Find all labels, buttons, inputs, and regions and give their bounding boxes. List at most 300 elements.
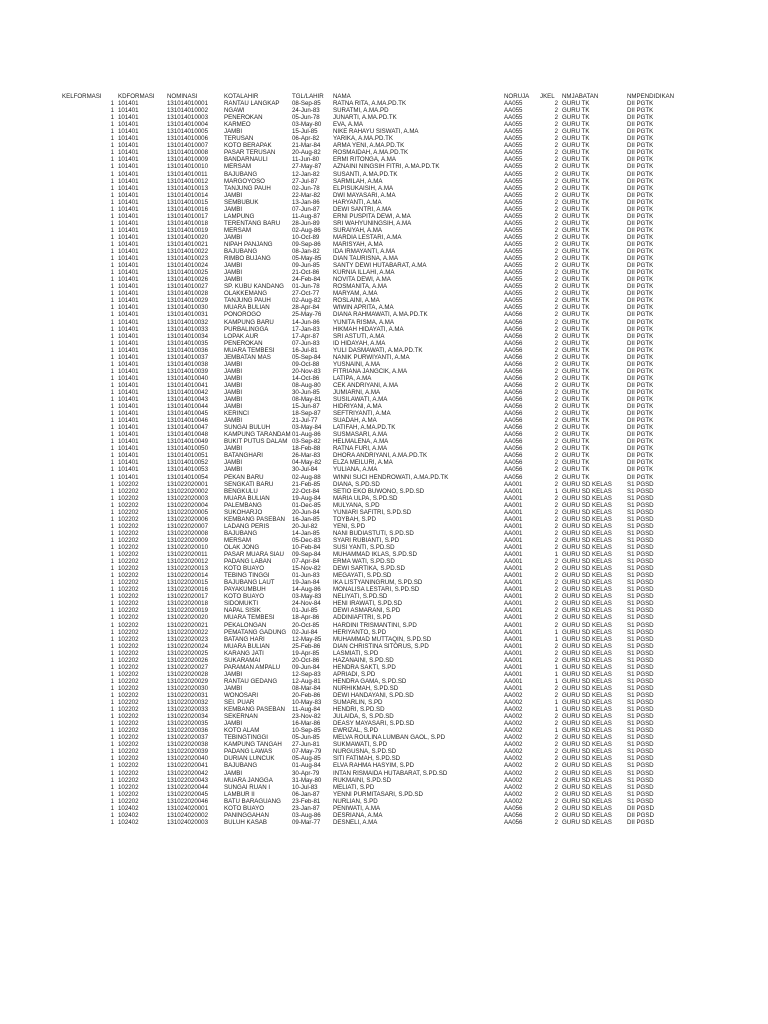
cell-nmjabatan: GURU SD KELAS (562, 790, 612, 798)
cell-noruja: AA055 (504, 304, 523, 312)
cell-nominasi: 131014010036 (167, 346, 208, 354)
cell-kotalahir: OLAK JONG (224, 544, 260, 551)
cell-nominasi: 131014010042 (167, 388, 208, 396)
cell-jkel: 2 (554, 212, 558, 220)
cell-nmjabatan: GURU TK (562, 240, 590, 248)
table-row (62, 762, 662, 769)
cell-nmpendidikan: S1 PGSD (627, 558, 654, 566)
cell-kelformasi: 1 (110, 255, 114, 263)
cell-kelformasi: 1 (110, 790, 114, 798)
cell-nama: RUKMAINI, S.PD.SD (333, 776, 392, 784)
cell-jkel: 2 (554, 297, 558, 305)
cell-kotalahir: BATANGHARI (224, 452, 264, 460)
cell-tgl-lahir: 12-Aug-81 (292, 677, 321, 685)
cell-kotalahir: BANDARNAULI (224, 156, 268, 164)
table-row (62, 629, 662, 636)
cell-nmpendidikan: DII PGTK (627, 156, 654, 164)
cell-kdformasi: 101401 (118, 360, 139, 368)
cell-kdformasi: 101401 (118, 276, 139, 284)
cell-nominasi: 131014010009 (167, 156, 208, 164)
cell-kotalahir: JAMBI (224, 269, 243, 277)
cell-kotalahir: MERSAM (224, 163, 251, 171)
cell-nama: CEK ANDRIYANI, A.MA (333, 381, 399, 389)
cell-jkel: 2 (554, 607, 558, 615)
table-row (62, 382, 662, 389)
cell-noruja: AA055 (504, 283, 523, 291)
cell-noruja: AA055 (504, 100, 523, 108)
cell-kelformasi: 1 (110, 748, 114, 756)
cell-kelformasi: 1 (110, 445, 114, 453)
cell-kelformasi: 1 (110, 628, 114, 636)
cell-jkel: 2 (554, 522, 558, 530)
cell-noruja: AA056 (504, 388, 523, 396)
cell-jkel: 2 (554, 177, 558, 185)
cell-nmjabatan: GURU SD KELAS (562, 783, 612, 791)
cell-kotalahir: KEMBANG PASEBAN (224, 706, 285, 714)
cell-kdformasi: 101401 (118, 226, 139, 234)
cell-nama: NURHIKMAH, S.PD.SD (333, 684, 399, 692)
cell-nmjabatan: GURU TK (562, 290, 590, 298)
cell-kdformasi: 102202 (118, 748, 139, 756)
cell-tgl-lahir: 25-May-76 (292, 311, 322, 319)
cell-nmpendidikan: S1 PGSD (627, 642, 654, 650)
table-row (62, 692, 662, 699)
table-row (62, 812, 662, 819)
cell-tgl-lahir: 02-Aug-86 (292, 226, 321, 234)
cell-nmjabatan: GURU TK (562, 445, 590, 453)
cell-kdformasi: 102202 (118, 762, 139, 770)
cell-kelformasi: 1 (110, 304, 114, 312)
cell-nmjabatan: GURU SD KELAS (562, 748, 612, 756)
cell-nmpendidikan: DII PGTK (627, 128, 654, 136)
cell-jkel: 2 (554, 515, 558, 523)
cell-kdformasi: 101401 (118, 466, 139, 474)
cell-kelformasi: 1 (110, 135, 114, 143)
cell-jkel: 2 (554, 240, 558, 248)
cell-kelformasi: 1 (110, 734, 114, 742)
cell-nama: APRIADI, S.PD (333, 670, 376, 678)
cell-nmjabatan: GURU TK (562, 410, 590, 418)
table-row (62, 389, 662, 396)
cell-kotalahir: PAYAKUMBUH (224, 586, 266, 594)
cell-jkel: 2 (554, 184, 558, 192)
cell-nmpendidikan: S1 PGSD (627, 536, 654, 544)
cell-noruja: AA001 (504, 572, 523, 580)
table-row (62, 199, 662, 206)
cell-nmpendidikan: S1 PGSD (627, 797, 654, 805)
cell-tgl-lahir: 05-May-85 (292, 255, 322, 263)
cell-noruja: AA002 (504, 790, 523, 798)
cell-nominasi: 131014010017 (167, 212, 208, 220)
cell-tgl-lahir: 27-Oct-77 (292, 290, 320, 298)
cell-jkel: 1 (554, 670, 558, 678)
table-row (62, 586, 662, 593)
cell-nmjabatan: GURU SD KELAS (562, 586, 612, 594)
cell-jkel: 2 (554, 748, 558, 756)
table-row (62, 488, 662, 495)
cell-kotalahir: SENGKATI BARU (224, 480, 274, 488)
table-row (62, 523, 662, 530)
cell-nama: NANI BUDIASTUTI, S.PD.SD (333, 529, 414, 537)
table-row (62, 100, 662, 107)
cell-kdformasi: 102202 (118, 776, 139, 784)
cell-nominasi: 131014010001 (167, 100, 208, 108)
cell-jkel: 2 (554, 325, 558, 333)
cell-noruja: AA055 (504, 107, 523, 115)
cell-nama: DESRIANA, A.MA (333, 811, 383, 819)
cell-noruja: AA001 (504, 635, 523, 643)
cell-nmpendidikan: S1 PGSD (627, 593, 654, 601)
cell-kdformasi: 101401 (118, 255, 139, 263)
cell-kdformasi: 102202 (118, 727, 139, 735)
cell-tgl-lahir: 09-Jun-84 (292, 663, 320, 671)
cell-nmjabatan: GURU TK (562, 248, 590, 256)
table-row (62, 438, 662, 445)
cell-kdformasi: 102202 (118, 769, 139, 777)
cell-kdformasi: 101401 (118, 170, 139, 178)
cell-nominasi: 131014010040 (167, 374, 208, 382)
cell-nmjabatan: GURU SD KELAS (562, 649, 612, 657)
cell-jkel: 1 (554, 699, 558, 707)
cell-kelformasi: 1 (110, 776, 114, 784)
cell-nmpendidikan: DII PGTK (627, 142, 654, 150)
cell-noruja: AA056 (504, 346, 523, 354)
table-row (62, 354, 662, 361)
cell-kelformasi: 1 (110, 804, 114, 812)
cell-kdformasi: 101401 (118, 163, 139, 171)
cell-kelformasi: 1 (110, 170, 114, 178)
table-row (62, 474, 662, 481)
cell-nmpendidikan: DII PGTK (627, 360, 654, 368)
cell-nominasi: 131022020041 (167, 762, 208, 770)
cell-kotalahir: PASAR TERUSAN (224, 149, 276, 157)
cell-kelformasi: 1 (110, 438, 114, 446)
cell-kdformasi: 101401 (118, 100, 139, 108)
table-row (62, 678, 662, 685)
cell-nmpendidikan: DII PGTK (627, 318, 654, 326)
cell-tgl-lahir: 07-May-79 (292, 748, 322, 756)
cell-kelformasi: 1 (110, 727, 114, 735)
cell-kdformasi: 101401 (118, 184, 139, 192)
cell-nama: SUSANTI, A.MA.PD.TK (333, 170, 398, 178)
cell-noruja: AA001 (504, 544, 523, 551)
cell-kotalahir: RANTAU LANGKAP (224, 100, 280, 108)
cell-nominasi: 131014010033 (167, 325, 208, 333)
table-row (62, 333, 662, 340)
cell-tgl-lahir: 02-Aug-88 (292, 473, 321, 481)
cell-nmjabatan: GURU TK (562, 367, 590, 375)
cell-kelformasi: 1 (110, 177, 114, 185)
cell-nmjabatan: GURU TK (562, 388, 590, 396)
cell-nama: SRI ASTUTI, A.MA (333, 332, 385, 340)
cell-kotalahir: SEKERNAN (224, 713, 258, 721)
cell-kelformasi: 1 (110, 762, 114, 770)
cell-nominasi: 131022020045 (167, 790, 208, 798)
cell-jkel: 2 (554, 473, 558, 481)
header-nmpendidikan: NMPENDIDIKAN (627, 93, 675, 100)
cell-nominasi: 131014010027 (167, 283, 208, 291)
cell-nmpendidikan: S1 PGSD (627, 480, 654, 488)
cell-kdformasi: 102202 (118, 706, 139, 714)
cell-tgl-lahir: 26-Mar-83 (292, 452, 321, 460)
cell-noruja: AA002 (504, 699, 523, 707)
cell-nama: WIWIN APRITA, A.MA (333, 304, 394, 312)
cell-tgl-lahir: 01-Aug-84 (292, 762, 321, 770)
cell-tgl-lahir: 08-May-81 (292, 396, 322, 404)
cell-noruja: AA055 (504, 262, 523, 270)
cell-nmpendidikan: DII PGTK (627, 311, 654, 319)
cell-nama: TOYBAH, S.PD (333, 515, 376, 523)
cell-nominasi: 131022020027 (167, 663, 208, 671)
cell-kelformasi: 1 (110, 783, 114, 791)
cell-tgl-lahir: 09-Mar-77 (292, 818, 321, 826)
cell-kotalahir: JAMBI (224, 769, 243, 777)
cell-kelformasi: 1 (110, 248, 114, 256)
table-row (62, 791, 662, 798)
cell-nmpendidikan: DII PGTK (627, 177, 654, 185)
cell-nmpendidikan: DII PGTK (627, 473, 654, 481)
header-jkel: JKEL (540, 93, 555, 100)
table-row (62, 262, 662, 269)
cell-kdformasi: 102202 (118, 797, 139, 805)
cell-nmpendidikan: S1 PGSD (627, 508, 654, 516)
cell-nominasi: 131014010006 (167, 135, 208, 143)
cell-kotalahir: BAJUBANG (224, 762, 258, 770)
cell-tgl-lahir: 25-Feb-86 (292, 642, 321, 650)
cell-jkel: 2 (554, 762, 558, 770)
cell-nmpendidikan: DII PGTK (627, 410, 654, 418)
cell-kelformasi: 1 (110, 501, 114, 509)
cell-kelformasi: 1 (110, 572, 114, 580)
cell-kdformasi: 102202 (118, 551, 139, 559)
cell-noruja: AA002 (504, 748, 523, 756)
cell-nmjabatan: GURU SD KELAS (562, 635, 612, 643)
table-row (62, 643, 662, 650)
cell-tgl-lahir: 27-Jul-87 (292, 177, 318, 185)
cell-tgl-lahir: 01-Dec-85 (292, 501, 321, 509)
cell-tgl-lahir: 21-Jul-77 (292, 417, 318, 425)
cell-tgl-lahir: 11-Jun-80 (292, 156, 320, 164)
cell-kelformasi: 1 (110, 417, 114, 425)
cell-kelformasi: 1 (110, 346, 114, 354)
table-row (62, 551, 662, 558)
cell-noruja: AA055 (504, 233, 523, 241)
table-row (62, 516, 662, 523)
cell-nmjabatan: GURU SD KELAS (562, 713, 612, 721)
cell-kelformasi: 1 (110, 699, 114, 707)
cell-nmpendidikan: DII PGTK (627, 290, 654, 298)
cell-kdformasi: 102202 (118, 607, 139, 615)
cell-nmjabatan: GURU TK (562, 100, 590, 108)
cell-tgl-lahir: 19-Jan-84 (292, 579, 320, 587)
cell-kelformasi: 1 (110, 149, 114, 157)
cell-kotalahir: RANTAU GEDANG (224, 677, 278, 685)
cell-nmpendidikan: S1 PGSD (627, 783, 654, 791)
cell-kotalahir: BULUH KASAB (224, 818, 267, 826)
cell-noruja: AA056 (504, 438, 523, 446)
table-row (62, 149, 662, 156)
cell-kotalahir: JAMBI (224, 276, 243, 284)
cell-kelformasi: 1 (110, 551, 114, 559)
cell-kotalahir: KARMEO (224, 121, 251, 129)
cell-nmpendidikan: DII PGTK (627, 459, 654, 467)
cell-tgl-lahir: 21-Mar-84 (292, 142, 321, 150)
cell-kelformasi: 1 (110, 480, 114, 488)
cell-nmpendidikan: S1 PGSD (627, 501, 654, 509)
cell-jkel: 2 (554, 142, 558, 150)
cell-tgl-lahir: 20-Jun-84 (292, 508, 320, 516)
cell-nmjabatan: GURU SD KELAS (562, 691, 612, 699)
table-row (62, 530, 662, 537)
cell-kotalahir: JAMBI (224, 233, 243, 241)
table-row (62, 664, 662, 671)
cell-noruja: AA056 (504, 811, 523, 819)
cell-jkel: 2 (554, 255, 558, 263)
cell-nmjabatan: GURU TK (562, 170, 590, 178)
table-row (62, 777, 662, 784)
cell-tgl-lahir: 03-Aug-86 (292, 811, 321, 819)
cell-nmpendidikan: DII PGTK (627, 445, 654, 453)
cell-jkel: 2 (554, 163, 558, 171)
cell-tgl-lahir: 24-Nov-84 (292, 600, 321, 608)
cell-noruja: AA055 (504, 177, 523, 185)
header-nominasi: NOMINASI (167, 93, 198, 100)
cell-noruja: AA001 (504, 593, 523, 601)
cell-nmpendidikan: DII PGTK (627, 367, 654, 375)
cell-kdformasi: 101401 (118, 290, 139, 298)
cell-kotalahir: LAMBUR II (224, 790, 255, 798)
cell-nama: HENDRI, S.PD.SD (333, 706, 385, 714)
table-row (62, 657, 662, 664)
cell-nmjabatan: GURU SD KELAS (562, 572, 612, 580)
cell-nominasi: 131022020005 (167, 508, 208, 516)
cell-jkel: 2 (554, 170, 558, 178)
table-row (62, 227, 662, 234)
cell-nominasi: 131014010030 (167, 304, 208, 312)
cell-noruja: AA055 (504, 149, 523, 157)
cell-kdformasi: 101401 (118, 311, 139, 319)
cell-kotalahir: TANJUNG PAUH (224, 184, 271, 192)
table-row (62, 784, 662, 791)
cell-nmjabatan: GURU TK (562, 325, 590, 333)
cell-jkel: 2 (554, 529, 558, 537)
cell-kotalahir: JAMBI (224, 367, 243, 375)
cell-nama: SARMILAH, A.MA (333, 177, 383, 185)
cell-nama: SANTY DEWI HUTABARAT, A.MA (333, 262, 427, 270)
cell-nama: NELIYATI, S.PD.SD (333, 593, 388, 601)
cell-nama: HIDRIYANI, A.MA (333, 403, 382, 411)
cell-nmjabatan: GURU SD KELAS (562, 536, 612, 544)
cell-jkel: 2 (554, 818, 558, 826)
cell-nmjabatan: GURU SD KELAS (562, 642, 612, 650)
cell-nmpendidikan: S1 PGSD (627, 614, 654, 622)
cell-noruja: AA056 (504, 367, 523, 375)
cell-tgl-lahir: 23-Feb-81 (292, 797, 321, 805)
cell-nmpendidikan: S1 PGSD (627, 656, 654, 664)
cell-tgl-lahir: 08-Jan-82 (292, 248, 320, 256)
table-row (62, 755, 662, 762)
cell-noruja: AA002 (504, 713, 523, 721)
cell-kelformasi: 1 (110, 593, 114, 601)
cell-nmpendidikan: DII PGSD (627, 811, 654, 819)
cell-nama: MUHAMMAD MUTTAQIN, S.PD.SD (333, 635, 432, 643)
cell-tgl-lahir: 21-Feb-85 (292, 480, 321, 488)
cell-nama: SUADAH, A.MA (333, 417, 377, 425)
table-row (62, 156, 662, 163)
cell-kotalahir: KOTO BUAYO (224, 804, 265, 812)
cell-noruja: AA055 (504, 198, 523, 206)
cell-nmpendidikan: DII PGTK (627, 149, 654, 157)
cell-kelformasi: 1 (110, 184, 114, 192)
cell-kotalahir: JAMBI (224, 466, 243, 474)
table-row (62, 748, 662, 755)
cell-kdformasi: 101401 (118, 149, 139, 157)
cell-kdformasi: 101401 (118, 114, 139, 122)
cell-kelformasi: 1 (110, 226, 114, 234)
table-row (62, 319, 662, 326)
cell-jkel: 2 (554, 741, 558, 749)
cell-kdformasi: 102202 (118, 529, 139, 537)
cell-noruja: AA001 (504, 529, 523, 537)
table-row (62, 565, 662, 572)
cell-nominasi: 131022020018 (167, 600, 208, 608)
cell-kelformasi: 1 (110, 649, 114, 657)
cell-jkel: 2 (554, 804, 558, 812)
cell-kotalahir: PURBALINGGA (224, 325, 269, 333)
cell-nmpendidikan: DII PGTK (627, 121, 654, 129)
cell-nominasi: 131014010004 (167, 121, 208, 129)
cell-kelformasi: 1 (110, 621, 114, 629)
cell-kelformasi: 1 (110, 269, 114, 277)
cell-nominasi: 131014010026 (167, 276, 208, 284)
cell-kotalahir: PEMATANG GADUNG (224, 628, 287, 636)
cell-noruja: AA001 (504, 607, 523, 615)
cell-kdformasi: 102202 (118, 720, 139, 728)
cell-noruja: AA001 (504, 522, 523, 530)
cell-kdformasi: 102202 (118, 635, 139, 643)
cell-noruja: AA001 (504, 508, 523, 516)
cell-nama: YULI DASMAWATI, A.MA.PD.TK (333, 346, 423, 354)
cell-kelformasi: 1 (110, 529, 114, 537)
cell-nama: MELIATI, S.PD (333, 783, 375, 791)
table-row (62, 431, 662, 438)
cell-tgl-lahir: 12-Jan-82 (292, 170, 320, 178)
cell-noruja: AA055 (504, 219, 523, 227)
cell-jkel: 2 (554, 438, 558, 446)
cell-nominasi: 131022020022 (167, 628, 208, 636)
cell-nama: NURGUSNA, S.PD.SD (333, 748, 397, 756)
cell-kelformasi: 1 (110, 156, 114, 164)
cell-tgl-lahir: 16-Mar-86 (292, 720, 321, 728)
cell-tgl-lahir: 18-Apr-86 (292, 614, 320, 622)
cell-nmpendidikan: S1 PGSD (627, 565, 654, 573)
cell-kdformasi: 102402 (118, 818, 139, 826)
cell-nmpendidikan: DII PGTK (627, 233, 654, 241)
cell-kotalahir: JAMBI (224, 459, 243, 467)
cell-kdformasi: 101401 (118, 233, 139, 241)
cell-tgl-lahir: 07-Apr-84 (292, 558, 320, 566)
cell-tgl-lahir: 16-Jan-85 (292, 515, 320, 523)
cell-nominasi: 131022020004 (167, 501, 208, 509)
cell-nominasi: 131022020039 (167, 748, 208, 756)
table-row (62, 424, 662, 431)
cell-nama: HARYANTI, A.MA (333, 198, 382, 206)
cell-kotalahir: JAMBI (224, 403, 243, 411)
cell-kdformasi: 101401 (118, 262, 139, 270)
cell-tgl-lahir: 10-Jul-83 (292, 783, 318, 791)
cell-nmjabatan: GURU SD KELAS (562, 522, 612, 530)
cell-jkel: 2 (554, 720, 558, 728)
